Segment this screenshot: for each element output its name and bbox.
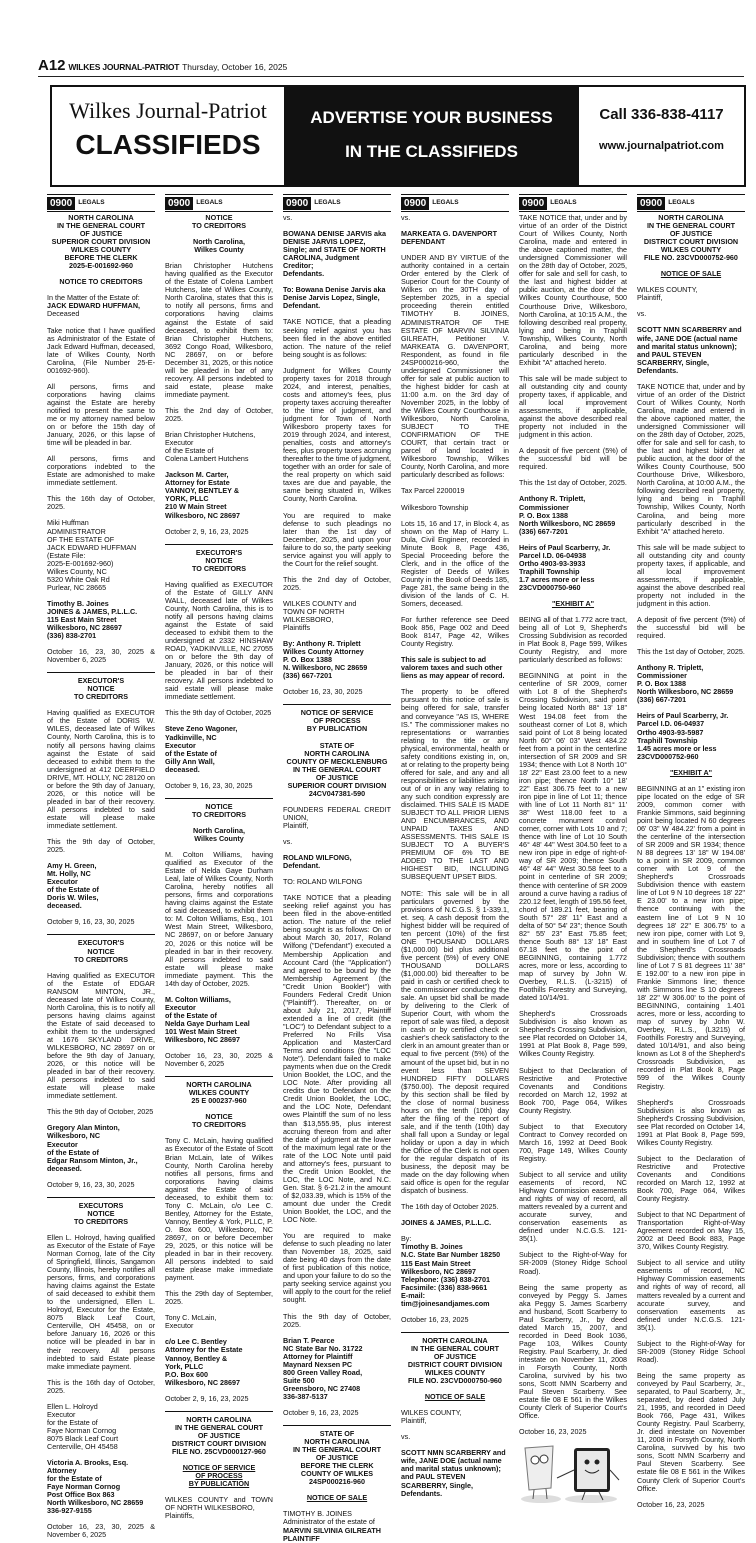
notice-text: TAKE NOTICE, that a pleading seeking relief against you has been filed in the above entitled action. The nature of the relief being sought is as follows: xyxy=(283,317,391,359)
notice-text: Brian Christopher Hutchens, Executor of the Estate of Colena Lambert Hutchens xyxy=(165,430,256,464)
notice-text: BEGINNING at an 1" existing iron pipe located on the edge of SR 2009, common corner with Frankie Simmons, said beginning point being located N 60 degrees 06' 03" W 484.22' from a point in the centerline of the intersection of SR 2009 and SR 1934; thence N 88 degrees 13' 18" W 194.08' to a point in SR 2009, common corner with Lot 9 of the Shepherd's Crossroads Subdivision thence with eastern line of Lot 9 N 10 degrees 18' 22" E 23.00' to a new iron pipe; thence continuing with the eastern line of Lot 9 N 10 degrees 18' 22" E 306.75' to a new iron pipe, corner with Lot 9, and in southern line of Lot 7 of the Shepherd's Crossroads Subdivision; thence with southern line of Lot 7 S 81 degrees 11' 38" E 192.00' to a new iron pipe in Frankie Simmons line; thence with Simmons line S 10 degrees 18' 22" W 306.00' to the point of BEGINNING, containing 1.401 acres, more or less, according to map of survey by John W. Overbey, R.L.S., (L3215) of Foothills Forestry and Surveying, dated 10/14/91, and also being known as Lot 8 of the Shepherd's Crossroads Subdivision, as recorded in Plat Book 8, Page 599 of the Wilkes County Registry. xyxy=(637,783,745,1091)
notice-text: vs. xyxy=(283,213,293,222)
legals-column xyxy=(637,194,745,1508)
notice-text: Having qualified as EXECUTOR of the Estate of EDGAR RANSOM MINTON, JR., deceased late of Wilkes County, North Carolina, this is to notify all persons having claims against the Estate of said deceased to exhibit them to the undersigned at 1676 SKYLAND DRIVE, WILKESBORO, NC 28697 on or before the 9th day of January, 2026, or this notice will be pleaded in bar of their recovery. All persons indebted to said estate will please make immediate settlement. xyxy=(47,970,155,1101)
notice-text: vs. xyxy=(637,309,647,319)
legals-column xyxy=(401,194,509,1508)
notice-divider xyxy=(165,798,273,799)
notice-text: You are required to make defense to such pleading no later than November 18, 2025, said date being 40 days from the date of first publication of this notice, and upon your failure to do so the party seeking service against you will apply to the court for the relief sought. xyxy=(283,1231,391,1305)
section-label: LEGALS xyxy=(78,199,105,207)
notice-text: This sale is subject to ad valorem taxes and such other liens as may appear of record. xyxy=(401,655,505,681)
notice-text: This the 2nd day of October, 2025. xyxy=(283,574,391,592)
notice-text: To: Bowana Denise Jarvis aka Denise Jarvis Lopez, Single, Defendant. xyxy=(283,285,386,311)
notice-text: WILKES COUNTY and TOWN OF NORTH WILKESBORO, Plaintiffs xyxy=(283,598,357,633)
notice-heading: NOTICE OF SALE xyxy=(306,1493,368,1503)
notice-text: Anthony R. Triplett, Commissioner P. O. Box 1388 North Wilkesboro, NC 28659 (336) 667-7201 xyxy=(519,494,616,536)
notice-text: Shepherd's Crossroads Subdivision is also known as Shepherd's Crossing Subdivision, see Plat recorded on October 14, 1991 at Plat Book 8, Page 599, Wilkes County Registry. xyxy=(519,1009,627,1059)
phone-number: Call 336-838-4117 xyxy=(599,106,724,123)
notice-text: vs. xyxy=(283,837,293,846)
section-label: LEGALS xyxy=(314,199,341,207)
notice-text: Brian T. Pearce NC State Bar No. 31722 Attorney for Plaintiff Maynard Nexsen PC 800 Green Valley Road, Suite 500 Greensboro, NC 27408 336-387-5137 xyxy=(283,1335,363,1401)
notice-text: October 9, 16, 23, 30, 2025 xyxy=(165,780,253,790)
notice-heading: STATE OF NORTH CAROLINA IN THE GENERAL COURT OF JUSTICE BEFORE THE CLERK COUNTY OF WILKES 24SP000216-960 xyxy=(292,1429,382,1487)
notice-text: This the 29th day of September, 2025. xyxy=(165,1289,273,1307)
notice-heading: EXECUTOR'S NOTICE TO CREDITORS xyxy=(73,676,129,702)
notice-text: The 16th day of October 2025. xyxy=(401,1202,499,1212)
section-header xyxy=(401,194,509,212)
masthead xyxy=(52,87,284,185)
section-code: 0900 xyxy=(519,197,547,210)
section-header xyxy=(637,194,745,212)
notice-text: Deceased xyxy=(47,309,80,319)
notice-text: Subject to the Declaration of Restrictive and Protective Covenants and Conditions recorded on March 12, 1992 at Book 700, Page 064, Wilkes County Registry. xyxy=(637,1153,745,1204)
notice-text: Being the same property as conveyed by Peggy S. James aka Peggy S. James Scarberry and husband, Scott Scarberry to Paul Scarberry, Jr., by deed dated March 15, 2007, and recorded in Deed Book 1036, Page 103, Wilkes County Registry. Paul Scarberry, Jr. died intestate on November 11, 2008 in Forsyth County, North Carolina, survived by his two sons, Scott NMN Scarberry and Paul Steven Scarberry. See estate file 08 E 561 in the Wilkes County Clerk of Superior Court's Office. xyxy=(519,1282,627,1421)
promo-line-1: ADVERTISE YOUR BUSINESS xyxy=(310,108,553,127)
section-name: CLASSIFIEDS xyxy=(75,129,261,160)
section-header xyxy=(47,194,155,212)
notice-text: A deposit of five percent (5%) of the successful bid will be required. xyxy=(637,615,745,641)
notice-text: ROLAND WILFONG, Defendant. xyxy=(283,853,352,871)
notice-text: This the 1st day of October, 2025. xyxy=(519,478,627,488)
notice-text: October 16, 23, 30, 2025 & November 6, 2025 xyxy=(165,1051,273,1069)
notice-text: Steve Zeno Wagoner, Yadkinville, NC Executor of the Estate of Gilly Ann Wall, deceased. xyxy=(165,724,238,774)
notice-text: This is the 16th day of October, 2025. xyxy=(47,1377,155,1395)
brand-name: Wilkes Journal-Patriot xyxy=(69,98,267,123)
notice-text: Wilkesboro Township xyxy=(401,502,469,512)
notice-text: WILKES COUNTY, Plaintiff, xyxy=(637,285,698,303)
notice-text: By: Anthony R. Triplett Wilkes County Attorney P. O. Box 1388 N. Wilkesboro, NC 28659 (336) 667-7201 xyxy=(283,639,368,681)
notice-text: October 2, 9, 16, 23, 2025 xyxy=(165,1393,249,1403)
notice-text: October 16, 23, 30, 2025 & November 6, 2025 xyxy=(47,1522,155,1540)
notice-divider xyxy=(165,1411,273,1412)
notice-text: In the Matter of the Estate of: xyxy=(47,293,140,303)
notice-text: TAKE NOTICE that, under and by virtue of an order of the District Court of Wilkes County, North Carolina, made and entered in the above captioned matter, the undersigned Commissioner will on the 28th day of October, 2025, offer for sale and sell for cash, to the last and highest bidder at public auction, at the door of the Wilkes County Courthouse, 500 Courthouse Drive, Wilkesboro, North Carolina, at 10:00 A.M., the following described real property, lying and being in Traphill Township, Wilkes County, North Carolina, and being more particularly described in the Exhibit "A" attached hereto. xyxy=(637,381,745,536)
notice-heading: NORTH CAROLINA IN THE GENERAL COURT OF JUSTICE DISTRICT COURT DIVISION WILKES COUNTY FILE NO. 23CVD000750-960 xyxy=(407,1335,503,1386)
notice-divider xyxy=(47,672,155,673)
notice-text: Subject to that Declaration of Restrictive and Protective Covenants and Conditions recorded on March 12, 1992 at Book 700, Page 064, Wilkes County Registry. xyxy=(519,1065,627,1115)
notice-text: Having qualified as EXECUTOR of the Estate of DORIS W. WILES, deceased late of Wilkes County, North Carolina, this is to notify all persons having claims against the Estate of said deceased to exhibit them to the undersigned at 412 DEERFIELD DRIVE, MT. HOLLY, NC 28120 on or before the 9th day of January, 2026, or this notice will be pleaded in bar of their recovery. All persons indebted to said estate will please make immediate settlement. xyxy=(47,708,155,830)
notice-divider xyxy=(401,1332,509,1333)
section-code: 0900 xyxy=(165,197,193,210)
website-link[interactable]: www.journalpatriot.com xyxy=(599,140,724,152)
section-code: 0900 xyxy=(401,197,429,210)
notice-text: FOUNDERS FEDERAL CREDIT UNION, Plaintiff, xyxy=(283,804,391,830)
notice-text: October 16, 23, 2025 xyxy=(401,1314,469,1324)
notice-text: October 16, 23, 2025 xyxy=(637,1499,705,1509)
notice-divider xyxy=(165,1076,273,1077)
classifieds-banner xyxy=(50,85,746,187)
notice-text: October 9, 16, 23, 30, 2025 xyxy=(47,917,135,927)
notice-text: Anthony R. Triplett, Commissioner P. O. Box 1388 North Wilkesboro, NC 28659 (336) 667-7201 xyxy=(637,663,734,705)
legal-notices-columns xyxy=(47,194,745,1543)
notice-text: This the 2nd day of October, 2025. xyxy=(165,405,273,424)
notice-text: Ellen L. Holroyd Executor for the Estate of Faye Norman Cornog 8075 Black Leaf Court Centerville, OH 45458 xyxy=(47,1401,119,1451)
notice-heading: EXECUTOR'S NOTICE TO CREDITORS xyxy=(191,547,247,573)
notice-heading: NORTH CAROLINA IN THE GENERAL COURT OF JUSTICE DISTRICT COURT DIVISION FILE NO. 25CVD000127-960 xyxy=(171,1414,267,1456)
notice-heading: NOTICE TO CREDITORS xyxy=(191,213,247,231)
notice-text: This the 1st day of October, 2025. xyxy=(637,647,745,657)
notice-text: Gregory Alan Minton, Wilkesboro, NC Executor of the Estate of Edgar Ransom Minton, Jr., deceased. xyxy=(47,1123,138,1173)
legals-column xyxy=(519,194,627,1508)
notice-text: All persons, firms and corporations indebted to the Estate are admonished to make immediate settlement. xyxy=(47,454,155,488)
notice-divider xyxy=(165,544,273,545)
notice-heading: NORTH CAROLINA WILKES COUNTY 25 E 000237-960 xyxy=(186,1080,252,1106)
section-code: 0900 xyxy=(283,197,311,210)
notice-text: October 9, 16, 23, 30, 2025 xyxy=(47,1179,135,1189)
section-code: 0900 xyxy=(47,197,75,210)
notice-heading: "EXHIBIT A" xyxy=(551,598,595,608)
notice-text: This the 9th day of October, 2025. xyxy=(283,1311,391,1329)
notice-text: Being the same property as conveyed by Paul Scarberry, Jr., separated, to Paul Scarberry, Jr., separated, by deed dated July 21, 1995, and recorded in Deed Book 766, Page 431, Wilkes County Registry. Paul Scarberry, Jr. died intestate on November 11, 2008 in Forsyth County, North Carolina, survived by his two sons, Scott NMN Scarberry and Paul Steven Scarberry. See estate file 08 E 561 in the Wilkes County Clerk of Superior Court's Office. xyxy=(637,1370,745,1493)
notice-text: Subject to that NC Department of Transportation Right-of-Way Agreement recorded on May 15, 2002 at Deed Book 883, Page 370, Wilkes County Registry. xyxy=(637,1210,745,1252)
notice-heading: NOTICE OF SERVICE OF PROCESS BY PUBLICATION xyxy=(182,1463,256,1489)
notice-text: SCOTT NMN SCARBERRY and wife, JANE DOE (actual name and marital status unknown); and PAUL STEVEN SCARBERRY, Single, Defendants. xyxy=(637,325,742,375)
notice-text: This the 16th day of October, 2025. xyxy=(47,494,155,512)
page-number: A12 xyxy=(38,57,66,74)
notice-heading: EXECUTOR'S NOTICE TO CREDITORS xyxy=(73,938,129,964)
notice-text: October 16, 23, 30, 2025 xyxy=(283,687,363,697)
notice-heading: North Carolina, Wilkes County xyxy=(193,825,245,843)
page-folio xyxy=(38,57,287,74)
notice-text: October 2, 9, 16, 23, 2025 xyxy=(165,526,249,536)
notice-heading: NOTICE OF SALE xyxy=(424,1392,486,1402)
notice-text: Heirs of Paul Scarberry, Jr. Parcel I.D. 06-04937 Ortho 4903-93-5987 Traphill Township 1.45 acres more or less 23CVD000752-960 xyxy=(637,711,729,761)
notice-text: vs. xyxy=(401,213,411,222)
notice-text: Heirs of Paul Scarberry, Jr. Parcel I.D. 06-04938 Ortho 4903-93-3933 Traphill Township 1.7 acres more or less 23CVD000750-960 xyxy=(519,542,611,592)
section-header xyxy=(519,194,627,212)
notice-text: M. Colton Williams, Executor of the Estate of Nelda Gaye Durham Leal 101 West Main Street Wilkesboro, NC 28697 xyxy=(165,994,250,1045)
notice-text: This the 9th day of October, 2025. xyxy=(47,837,155,855)
notice-text: WILKES COUNTY, Plaintiff, xyxy=(401,1408,462,1426)
notice-text: c/o Lee C. Bentley Attorney for the Estate Vannoy, Bentley & York, PLLC P.O. Box 600 Wilkesboro, NC 28697 xyxy=(165,1337,243,1387)
notice-text: Miki Huffman ADMINISTRATOR OF THE ESTATE OF JACK EDWARD HUFFMAN (Estate File: 2025-E-001692-960) Wilkes County, NC 5320 White Oak Rd Purlear, NC 28665 xyxy=(47,518,137,592)
notice-text: Judgment for Wilkes County property taxes for 2018 through 2024, and interest, penalties, costs and attorney's fees, plus property taxes accruing thereafter to the time of judgment, and judgment for Town of North Wilkesboro property taxes for 2019 through 2024, and interest, penalties, costs and attorney's fees, plus property taxes accruing thereafter to the time of judgment, together with an order for sale of the real property on which said taxes are due and payable, the same being situated in, Wilkes County, North Carolina. xyxy=(283,365,391,504)
section-label: LEGALS xyxy=(196,199,223,207)
notice-text: October 9, 16, 23, 2025 xyxy=(283,1408,359,1417)
notice-text: By: xyxy=(401,1234,412,1244)
section-header xyxy=(283,194,391,212)
notice-divider xyxy=(47,934,155,935)
notice-text: JACK EDWARD HUFFMAN, xyxy=(47,301,141,311)
notice-text: MARVIN SILVINIA GILREATH PLAINTIFF xyxy=(283,1525,381,1543)
notice-text: Amy H. Green, Mt. Holly, NC Executor of the Estate of Doris W. Wiles, deceased. xyxy=(47,861,99,911)
notice-text: Subject to the Right-of-Way for SR-2009 (Stoney Ridge School Road). xyxy=(637,1338,745,1364)
notice-heading: STATE OF NORTH CAROLINA COUNTY OF MECKLENBURG IN THE GENERAL COURT OF JUSTICE SUPERIOR COURT DIVISION 24CV047381-590 xyxy=(286,740,388,798)
notice-text: All persons, firms and corporations having claims against the Estate are hereby notified to present the same to me or my attorney named below on or before the 15th day of January, 2026, or this lapse of time will be pleaded in bar. xyxy=(47,381,155,448)
notice-text: WILKES COUNTY and TOWN OF NORTH WILKESBORO, Plaintiffs, xyxy=(165,1495,273,1521)
notice-text: Tony C. McLain, Executor xyxy=(165,1313,217,1331)
notice-heading: NOTICE TO CREDITORS xyxy=(191,1112,247,1130)
notice-heading: North Carolina, Wilkes County xyxy=(193,237,245,255)
legals-column xyxy=(283,194,391,1543)
section-code: 0900 xyxy=(637,197,665,210)
notice-text: BEGINNING at point in the centerline of SR 2009, corner with Lot 8 of the Shepherd's Crossing Subdivision, said point being located North 88° 13' 18" West 194.08 feet from the southeast corner of Lot 8, which said point of Lot 8 being located North 60° 06' 03" West 484.22 feet from a point in the centerline intersection of SR 2009 and SR 1934; thence with Lot 8 North 10° 18' 22" East 23.00 feet to a new iron pipe; thence North 10° 18' 22" East 306.75 feet to a new iron pipe in line of Lot 11; thence with line of Lot 11 North 81° 11' 38" West 118.00 feet to a concrete monument control corner, corner with Lots 10 and 7; thence with line of Lot 10 South 46° 48' 44" West 304.50 feet to a new iron pipe in edge of right-of-way of SR 2009; thence South 46° 48' 44" West 30.58 feet to a point in centerline of SR 2009; thence with centerline of SR 2009 around a curve having a radius of 220.12 feet, length of 195.56 feet, chord of 189.21 feet, bearing of South 57° 28' 11" East and a delta of 50° 54' 23"; thence South 82° 55' 23" East 75.85 feet; thence South 88° 13' 18" East 67.18 feet to the point of BEGINNING, containing 1.772 acres, more or less, according to map of survey by John W. Overbey, R.L.S. (L-3215) of Foothills Forestry and Surveying, dated 10/14/91. xyxy=(519,671,627,1003)
notice-text: You are required to make defense to such pleadings no later than the 1st day of December, 2025, and upon your failure to do so, the party seeking service against you will apply to the Court for the relief sought. xyxy=(283,510,391,568)
notice-heading: NORTH CAROLINA IN THE GENERAL COURT OF JUSTICE DISTRICT COURT DIVISION WILKES COUNTY FILE NO. 23CVD000752-960 xyxy=(643,213,739,263)
notice-text: Lots 15, 16 and 17, in Block 4, as shown on the Map of Harry L. Dula, Civil Engineer, recorded in Minute Book 8, Page 436, Special Proceeding before the Clerk, and in the office of the Register of Deeds of Wilkes County in the Book of Deeds 185, Page 281, the same being in the division of the lands of C. H. Somers, deceased. xyxy=(401,518,509,609)
paper-name: WILKES JOURNAL-PATRIOT xyxy=(68,62,180,72)
notice-text: Tony C. McLain, having qualified as Executor of the Estate of Scott Brian McLain, late of Wilkes County, North Carolina hereby notifies all persons, firms and corporations having claims against the Estate of said deceased, to exhibit them to: Tony C. McLain, c/o Lee C. Bentley, Attorney for the Estate, Vannoy, Bentley & York, PLLC, P. O. Box 600, Wilkesboro, NC 28697, on or before December 29, 2025, or this notice will be pleaded in bar in their recovery. All persons indebted to said estate please make immediate payment. xyxy=(165,1136,273,1283)
notice-text: Shepherd's Crossroads Subdivision is also known as Shepherd's Crossing Subdivision, see Plat recorded on October 14, 1991 at Plat Book 8, Page 599, Wilkes County Registry. xyxy=(637,1097,745,1147)
notice-text: Having qualified as EXECUTOR of the Estate of GILLY ANN WALL, deceased late of Wilkes County, North Carolina, this is to notify all persons having claims against the Estate of said deceased to exhibit them to the undersigned at 2332 HINSHAW ROAD, YADKINVILLE, NC 27055 on or before the 9th day of January, 2026, or this notice will be pleaded in bar of their recovery. All persons indebted to said estate will please make immediate settlement. xyxy=(165,579,273,702)
notice-text: For further reference see Deed Book 856, Page 002 and Deed Book 8147, Page 42, Wilkes County Registry. xyxy=(401,615,509,649)
notice-text: TIMOTHY B. JOINES Administrator of the estate of xyxy=(283,1509,375,1527)
notice-text: JOINES & JAMES, P.L.L.C. xyxy=(401,1218,492,1228)
section-label: LEGALS xyxy=(432,199,459,207)
notice-heading: NOTICE TO CREDITORS xyxy=(59,277,143,287)
section-label: LEGALS xyxy=(668,199,695,207)
notice-heading: EXECUTORS NOTICE TO CREDITORS xyxy=(73,1200,129,1226)
notice-divider xyxy=(283,704,391,705)
notice-text: Subject to all service and utility easements of record, NC Highway Commission easements and rights of way of record, all matters revealed by a current and accurate survey, and conservation easements as defined under N.C.G.S. 121-35(1). xyxy=(519,1170,627,1244)
notice-heading: NOTICE TO CREDITORS xyxy=(191,801,247,819)
notice-heading: NORTH CAROLINA IN THE GENERAL COURT OF JUSTICE SUPERIOR COURT DIVISION WILKES COUNTY BEFORE THE CLERK 2025-E-001692-960 xyxy=(51,213,151,271)
notice-text: October 16, 23, 30, 2025 & November 6, 2025 xyxy=(47,647,155,665)
issue-date: Thursday, October 16, 2025 xyxy=(182,62,288,72)
notice-text: TAKE NOTICE that, under and by virtue of an order of the District Court of Wilkes County, North Carolina, made and entered in the above captioned matter, the undersigned Commissioner will on the 28th day of October, 2025, offer for sale and sell for cash, to the last and highest bidder at public auction, at the door of the Wilkes County Courthouse, 500 Courthouse Drive, Wilkesboro, North Carolina, at 10:15 A.M., the following described real property, lying and being in Traphill Township, Wilkes County, North Carolina, and being more particularly described in the Exhibit "A" attached hereto. xyxy=(519,213,627,367)
notice-text: Subject to that Executory Contract to Convey recorded on March 16, 1992 at Deed Book 700, Page 149, Wilkes County Registry. xyxy=(519,1121,627,1163)
notice-text: October 16, 23, 2025 xyxy=(519,1427,587,1437)
notice-text: UNDER AND BY VIRTUE of the authority contained in a certain Order entered by the Clerk of Superior Court for the County of Wilkes on the 30TH day of September 2025, in a special proceeding therein entitled TIMOTHY B. JOINES, ADMINISTRATOR OF THE ESTATE OF MARVIN SILVINIA GILREATH, Petitioner V. MARKEATA G. DAVENPORT, Respondent, as found in file 24SP000216-960, the undersigned Commissioner will offer for sale at public auction to the highest bidder for cash at 11:00 a.m. on the 3rd day of November 2025, in the lobby of the Wilkes County Courthouse in Wilkesboro, North Carolina, SUBJECT TO THE CONFIRMATION OF THE COURT, that certain tract or parcel of land located in Wilkesboro Township, Wilkes County, North Carolina, and more particularly described as follows: xyxy=(401,253,509,480)
notice-text: BEING all of that 1.772 acre tract, being all of Lot 9, Shepherd's Crossing Subdivision as recorded in Plat Book 8, Page 599, Wilkes County Registry, and more particularly described as follows: xyxy=(519,615,627,665)
notice-text: A deposit of five percent (5%) of the successful bid will be required. xyxy=(519,446,627,472)
classifieds-cartoon-illustration xyxy=(519,1444,627,1508)
notice-text: Timothy B. Joines JOINES & JAMES, P.L.L.C. 115 East Main Street Wilkesboro, NC 28697 (336) 838-2701 xyxy=(47,598,138,641)
notice-text: Subject to the Right-of-Way for SR-2009 (Stoney Ridge School Road). xyxy=(519,1250,627,1276)
notice-text: NOTE: This sale will be in all particulars governed by the provisions of N.C.G.S. § 1-339.1, et. seq. A cash deposit from the highest bidder will be required of ten percent (10%) of the first ONE THOUSAND DOLLARS ($1,000.00) bid plus additional five percent (5%) of every ONE THOUSAND DOLLARS ($1,000.00) bid thereafter to be paid in cash or certified check to the commissioner conducting the sale. An upset bid shall be made by delivering to the Clerk of Superior Court, with whom the report of sale was filed, a deposit in cash or by certified check or cashier's check satisfactory to the clerk in an amount greater than or equal to five percent (5%) of the amount of the upset bid, but in no event less than SEVEN HUNDRED FIFTY DOLLARS ($750.00). The deposit required by this section shall be filed by the close of normal business hours on the tenth (10th) day after the filing of the report of sale, and if the tenth (10th) day shall fall upon a Sunday or legal holiday or upon a day in which the Office of the Clerk is not open for the regular dispatch of its business, the deposit may be made on the day following when said office is open for the regular dispatch of business. xyxy=(401,888,509,1196)
notice-text: This the 9th day of October, 2025 xyxy=(47,1107,154,1117)
notice-text: This sale will be made subject to all outstanding city and county property taxes, if applicable, and all local improvement assessments, if applicable, against the above described real property not included in the judgment in this action. xyxy=(637,542,745,608)
notice-text: The property to be offered pursuant to this notice of sale is being offered for sale, transfer and conveyance "AS IS, WHERE IS." The commissioner makes no representations or warranties relating to the title or any physical, environmental, health or safety conditions existing in, on, at or relating to the property being offered for sale, and any and all responsibilities or liabilities arising out of or in any way relating to any such condition expressly are disclaimed. THIS SALE IS MADE SUBJECT TO ALL PRIOR LIENS AND ENCUMBRANCES, AND UNPAID TAXES AND ASSESSMENTS. THIS SALE IS SUBJECT TO A BUYER'S PREMIUM OF 6% TO BE ADDED TO THE LAST AND HIGHEST BID, INCLUDING SUBSEQUENT UPSET BIDS. xyxy=(401,687,509,882)
notice-text: Brian Christopher Hutchens having qualified as the Executor of the Estate of Colena Lambert Hutchens, late of Wilkes County, North Carolina, states that this is to notify all persons, firms and corporations having claims against the Estate of said deceased, to exhibit them to: Brian Christopher Hutchens, 3692 Congo Road, Wilkesboro, NC 28697, on or before December 31, 2025, or this notice will be pleaded in bar of any recovery. All persons indebted to said estate, please make immediate payment. xyxy=(165,261,273,399)
legals-column xyxy=(47,194,155,1540)
notice-text: Jackson M. Carter, Attorney for Estate VANNOY, BENTLEY & YORK, PLLC 210 W Main Street Wilkesboro, NC 28697 xyxy=(165,470,241,520)
notice-divider xyxy=(283,1425,391,1426)
notice-divider xyxy=(47,1197,155,1198)
notice-text: Timothy B. Joines N.C. State Bar Number 18250 115 East Main Street Wilkesboro, NC 28697 Telephone: (336) 838-2701 Facsimile: (336) 838-9661 E-mail: tim@joinesandjames.com xyxy=(401,1242,501,1308)
notice-text: TO: ROLAND WILFONG xyxy=(283,877,363,887)
notice-text: MARKEATA G. DAVENPORT DEFENDANT xyxy=(401,229,497,247)
notice-heading: "EXHIBIT A" xyxy=(669,767,713,777)
notice-text: This sale will be made subject to all outstanding city and county property taxes, if applicable, and all local improvement assessments, if applicable, against the above described real property not included in the judgment in this action. xyxy=(519,373,627,440)
header-rule xyxy=(38,76,744,77)
notice-heading: NOTICE OF SALE xyxy=(660,269,722,279)
notice-text: M. Colton Williams, having qualified as Executor of the Estate of Nelda Gaye Durham Leal, late of Wilkes County, North Carolina, hereby notifies all persons, firms and corporations having claims against the Estate of said deceased, to exhibit them to: M. Colton Williams, Esq., 101 West Main Street, Wilkesboro, NC 28697, on or before January 20, 2026 or this notice will be pleaded in bar in their recovery. All persons indebted to said estate will please make immediate payment. This the 14th day of October, 2025. xyxy=(165,850,273,988)
notice-text: Take notice that I have qualified as Administrator of the Estate of Jack Edward Huffman, deceased, late of Wilkes County, North Carolina, (File Number 25-E-001692-960). xyxy=(47,325,155,375)
notice-text: Victoria A. Brooks, Esq. Attorney for the Estate of Faye Norman Cornog Post Office Box 863 North Wilkesboro, NC 28659 336-927-9155 xyxy=(47,1458,144,1516)
notice-text: BOWANA DENISE JARVIS aka DENISE JARVIS LOPEZ, Single; and STATE OF NORTH CAROLINA, Judgment Creditor; Defendants. xyxy=(283,229,387,279)
promo-line-2: IN THE CLASSIFIEDS xyxy=(345,142,518,161)
advertise-promo xyxy=(284,87,579,185)
notice-text: Subject to all service and utility easements of record, NC Highway Commission easements and rights of way of record, all matters revealed by a current and accurate survey, and conservation easements as defined under N.C.G.S. 121-35(1). xyxy=(637,1258,745,1332)
section-label: LEGALS xyxy=(550,199,577,207)
section-header xyxy=(165,194,273,212)
notice-text: This the 9th day of October, 2025 xyxy=(165,708,272,718)
notice-text: TAKE NOTICE that a pleading seeking relief against you has been filed in the above-entitled action. The nature of the relief being sought is as follows: On or about March 30, 2017, Roland Wilfong ("Defendant") executed a Membership Application and Account Card (the "Application") and agreed to be bound by the Membership Agreement (the "Credit Union Booklet") with Founders Federal Credit Union ("Plaintiff"). Thereafter, on or about July 21, 2017, Plaintiff extended a line of credit (the "LOC") to Defendant subject to a Preferred No Frills Visa Application and MasterCard Terms and conditions (the "LOC Note"). Defendant failed to make payments when due on the Credit Union Booklet, the LOC, and the LOC Note. After providing all credits due to Defendant on the Credit Union Booklet, the LOC, and the LOC Note, Defendant owes Plaintiff the sum of no less than $13,555.95, plus interest accruing thereon from and after the date of judgment at the lower of the maximum legal rate or the rate of the LOC Note until paid and attorney's fees, pursuant to the Credit Union Booklet, the LOC, the LOC Note, and N.C. Gen. Stat. § 6-21.2 in the amount of $2,033.39, which is 15% of the amount due under the Credit Union Booklet, the LOC, and the LOC Note. xyxy=(283,893,391,1225)
notice-text: SCOTT NMN SCARBERRY and wife, JANE DOE (actual name and marital status unknown); and PAUL STEVEN SCARBERRY, Single, Defendants. xyxy=(401,1448,506,1498)
notice-heading: NOTICE OF SERVICE OF PROCESS BY PUBLICATION xyxy=(300,708,374,734)
notice-text: vs. xyxy=(401,1432,411,1442)
contact-box xyxy=(579,87,744,185)
notice-text: Tax Parcel 2200019 xyxy=(401,486,465,496)
notice-text: Ellen L. Holroyd, having qualified as Executor of the Estate of Faye Norman Cornog, late of the City of Springfield, Illinois, Sangamon County, Illinois, hereby notifies all persons, firms, and corporations having claims against the Estate of said deceased to exhibit them to the undersigned, Ellen L. Holroyd, Executor for the Estate, 8075 Black Leaf Court, Centerville, OH 45458, on or before January 16, 2026 or this notice will be pleaded in bar in their recovery. All persons indebted to said Estate please make immediate payment. xyxy=(47,1232,155,1371)
legals-column xyxy=(165,194,273,1521)
